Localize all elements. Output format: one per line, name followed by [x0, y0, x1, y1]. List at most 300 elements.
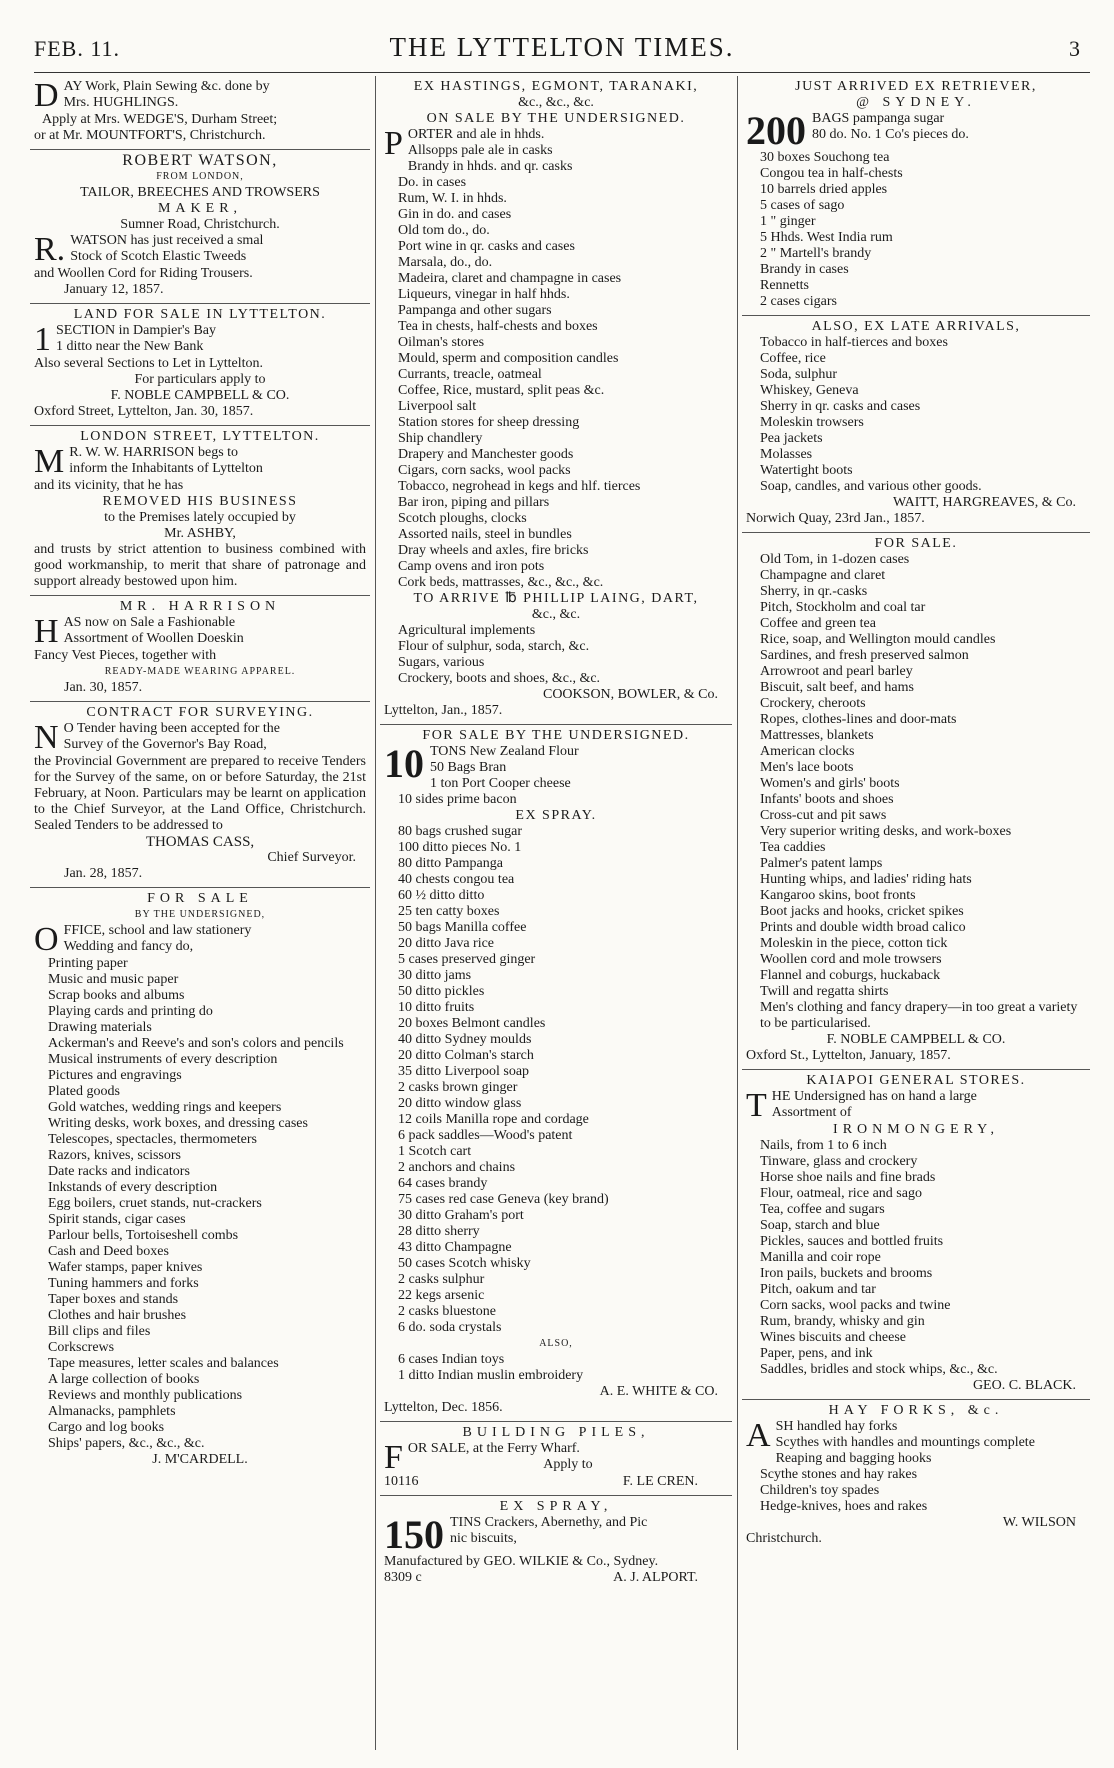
- list-item: Madeira, claret and champagne in cases: [398, 271, 622, 286]
- list-item: Telescopes, spectacles, thermometers: [48, 1132, 257, 1147]
- list-item: Drawing materials: [48, 1020, 152, 1035]
- big-number: 150: [384, 1512, 444, 1557]
- drop-cap: T: [746, 1087, 767, 1124]
- item-list: [384, 776, 728, 808]
- list-item: 12 coils Manilla rope and cordage: [398, 1112, 589, 1127]
- item-list: [746, 552, 1086, 1032]
- ad-date: Lyttelton, Jan., 1857.: [384, 703, 503, 718]
- list-item: Prints and double width broad calico: [760, 920, 966, 935]
- ad-text: Stock of Scotch Elastic Tweeds: [70, 249, 247, 264]
- list-item: Very superior writing desks, and work-boxes: [760, 824, 1012, 839]
- list-item: Old tom do., do.: [398, 223, 490, 238]
- list-item: Paper, pens, and ink: [760, 1346, 873, 1361]
- list-item: Egg boilers, cruet stands, nut-crackers: [48, 1196, 262, 1211]
- list-item: Corn sacks, wool packs and twine: [760, 1298, 951, 1313]
- list-item: Inkstands of every description: [48, 1180, 218, 1195]
- ad-text: MAKER,: [157, 201, 243, 216]
- column-divider: [737, 76, 738, 1750]
- ad-text: TAILOR, BREECHES AND TROWSERS: [80, 185, 320, 200]
- list-item: Pampanga and other sugars: [398, 303, 552, 318]
- list-item: Women's and girls' boots: [760, 776, 900, 791]
- ad-subheading: &c., &c., &c.: [518, 95, 594, 110]
- drop-cap: N: [34, 719, 59, 756]
- list-item: 50 cases Scotch whisky: [398, 1256, 531, 1271]
- column-divider: [375, 76, 376, 1750]
- ad-subheading: TO ARRIVE ℔ PHILLIP LAING, DART,: [413, 591, 699, 606]
- list-item: Printing paper: [48, 956, 128, 971]
- drop-cap: D: [34, 77, 59, 114]
- list-item: 2 casks sulphur: [398, 1272, 485, 1287]
- list-item: Tobacco in half-tierces and boxes: [760, 335, 948, 350]
- list-item: Manilla and coir rope: [760, 1250, 881, 1265]
- list-item: Dray wheels and axles, fire bricks: [398, 543, 589, 558]
- list-item: Scythe stones and hay rakes: [760, 1467, 918, 1482]
- list-item: Arrowroot and pearl barley: [760, 664, 913, 679]
- list-item: Spirit stands, cigar cases: [48, 1212, 186, 1227]
- list-item: Almanacks, pamphlets: [48, 1404, 176, 1419]
- ad-contract-surveying: [30, 702, 370, 888]
- ad-subheading: &c., &c.: [531, 607, 581, 622]
- list-item: Biscuit, salt beef, and hams: [760, 680, 914, 695]
- column-2: [380, 76, 732, 1758]
- list-item: Ships' papers, &c., &c., &c.: [48, 1436, 205, 1451]
- list-item: Port wine in qr. casks and cases: [398, 239, 575, 254]
- list-item: 5 cases preserved ginger: [398, 952, 536, 967]
- ad-signature: WAITT, HARGREAVES, & Co.: [892, 495, 1076, 510]
- ad-text: or at Mr. MOUNTFORT'S, Christchurch.: [34, 128, 266, 143]
- big-number: 200: [746, 108, 806, 153]
- item-list: [384, 1352, 728, 1384]
- list-item: Music and music paper: [48, 972, 179, 987]
- ad-place: Christchurch.: [746, 1531, 822, 1546]
- list-item: 40 chests congou tea: [398, 872, 515, 887]
- list-item: 28 ditto sherry: [398, 1224, 480, 1239]
- list-item: Coffee, rice: [760, 351, 826, 366]
- ad-heading: LONDON STREET, LYTTELTON.: [80, 429, 320, 444]
- ad-text: SH handled hay forks: [775, 1419, 898, 1434]
- list-item: 80 ditto Pampanga: [398, 856, 503, 871]
- list-item: 40 ditto Sydney moulds: [398, 1032, 532, 1047]
- ad-text: nic biscuits,: [450, 1531, 517, 1546]
- list-item: 5 Hhds. West India rum: [760, 230, 893, 245]
- ad-text: ORTER and ale in hhds.: [407, 127, 545, 142]
- list-item: Crockery, boots and shoes, &c., &c.: [398, 671, 601, 686]
- ad-subheading: BY THE UNDERSIGNED,: [134, 909, 266, 920]
- list-item: 43 ditto Champagne: [398, 1240, 512, 1255]
- list-item: Coffee, Rice, mustard, split peas &c.: [398, 383, 605, 398]
- ad-heading: FOR SALE BY THE UNDERSIGNED.: [422, 728, 690, 743]
- ad-text: Survey of the Governor's Bay Road,: [63, 737, 267, 752]
- list-item: Pitch, Stockholm and coal tar: [760, 600, 926, 615]
- ad-heading: ROBERT WATSON,: [122, 152, 278, 169]
- ad-subheading: @ SYDNEY.: [856, 95, 976, 110]
- ad-heading: EX HASTINGS, EGMONT, TARANAKI,: [413, 79, 699, 94]
- list-item: Camp ovens and iron pots: [398, 559, 545, 574]
- list-item: 2 casks bluestone: [398, 1304, 496, 1319]
- column-1: [30, 76, 370, 1758]
- ad-campbell-for-sale: [742, 533, 1090, 1070]
- list-item: 1 Scotch cart: [398, 1144, 472, 1159]
- list-item: 20 ditto window glass: [398, 1096, 522, 1111]
- ad-subheading: IRONMONGERY,: [833, 1122, 999, 1137]
- ad-text: TONS New Zealand Flour: [430, 744, 579, 759]
- list-item: Drapery and Manchester goods: [398, 447, 574, 462]
- ad-subheading: FROM LONDON,: [156, 171, 244, 182]
- ad-signature: J. M'CARDELL.: [152, 1452, 248, 1467]
- ad-subheading: ON SALE BY THE UNDERSIGNED.: [426, 111, 686, 126]
- list-item: Gin in do. and cases: [398, 207, 512, 222]
- list-item: Scrap books and albums: [48, 988, 185, 1003]
- list-item: Marsala, do., do.: [398, 255, 493, 270]
- ad-heading: BUILDING PILES,: [462, 1425, 650, 1440]
- page-number: 3: [1069, 36, 1080, 61]
- list-item: 80 bags crushed sugar: [398, 824, 523, 839]
- list-item: Cork beds, mattrasses, &c., &c., &c.: [398, 575, 604, 590]
- ad-text: WATSON has just received a smal: [70, 233, 264, 248]
- list-item: 10 ditto fruits: [398, 1000, 475, 1015]
- list-item: Reaping and bagging hooks: [775, 1451, 932, 1466]
- list-item: Ship chandlery: [398, 431, 483, 446]
- ad-text: R. W. W. HARRISON begs to: [69, 445, 239, 460]
- ad-body: the Provincial Government are prepared to receive Tenders for the Survey of the same, on or before Saturday, the 21st February, at Noon. Particulars may be learnt on application to the Chief Surveyor, at the Land Office, Christchurch. Sealed Tenders to be addressed to: [34, 754, 366, 833]
- list-item: 75 cases red case Geneva (key brand): [398, 1192, 609, 1207]
- list-item: Ropes, clothes-lines and door-mats: [760, 712, 957, 727]
- ad-text: to the Premises lately occupied by: [104, 510, 296, 525]
- list-item: Champagne and claret: [760, 568, 886, 583]
- ad-ex-spray: [380, 1496, 732, 1591]
- list-item: Cross-cut and pit saws: [760, 808, 887, 823]
- list-item: 1 ditto Indian muslin embroidery: [398, 1368, 584, 1383]
- list-item: 2 casks brown ginger: [398, 1080, 518, 1095]
- list-item: Razors, knives, scissors: [48, 1148, 181, 1163]
- ad-signature: F. NOBLE CAMPBELL & CO.: [110, 388, 290, 403]
- list-item: 20 ditto Colman's starch: [398, 1048, 534, 1063]
- item-list: [746, 1435, 1086, 1515]
- list-item: Tuning hammers and forks: [48, 1276, 199, 1291]
- ad-white-for-sale: [380, 725, 732, 1422]
- list-item: Musical instruments of every description: [48, 1052, 278, 1067]
- list-item: Kangaroo skins, boot fronts: [760, 888, 916, 903]
- item-list: [746, 150, 1086, 310]
- ad-signature: F. LE CREN.: [622, 1474, 698, 1489]
- list-item: Tobacco, negrohead in kegs and hlf. tierces: [398, 479, 641, 494]
- list-item: Cargo and log books: [48, 1420, 165, 1435]
- ad-date: January 12, 1857.: [64, 282, 164, 297]
- list-item: Assorted nails, steel in bundles: [398, 527, 572, 542]
- ad-text: AS now on Sale a Fashionable: [63, 615, 236, 630]
- list-item: 6 do. soda crystals: [398, 1320, 502, 1335]
- ad-signature: GEO. C. BLACK.: [972, 1378, 1076, 1393]
- ad-date: Jan. 28, 1857.: [64, 866, 143, 881]
- ad-mr-harrison: [30, 596, 370, 702]
- list-item: Saddles, bridles and stock whips, &c., &c.: [760, 1362, 998, 1377]
- newspaper-title: THE LYTTELTON TIMES.: [389, 32, 735, 62]
- list-item: Plated goods: [48, 1084, 120, 1099]
- list-item: Ackerman's and Reeve's and son's colors and pencils: [48, 1036, 344, 1051]
- list-item: Nails, from 1 to 6 inch: [760, 1138, 887, 1153]
- ad-text: BAGS pampanga sugar: [812, 111, 945, 126]
- list-item: 30 boxes Souchong tea: [760, 150, 890, 165]
- item-list: [746, 1138, 1086, 1378]
- list-item: Mattresses, blankets: [760, 728, 874, 743]
- list-item: 50 bags Manilla coffee: [398, 920, 527, 935]
- ad-robert-watson: [30, 150, 370, 304]
- list-item: Cigars, corn sacks, wool packs: [398, 463, 571, 478]
- list-item: Oilman's stores: [398, 335, 485, 350]
- list-item: Men's lace boots: [760, 760, 854, 775]
- ad-text: inform the Inhabitants of Lyttelton: [69, 461, 263, 476]
- ad-text: REMOVED HIS BUSINESS: [102, 494, 298, 509]
- list-item: Station stores for sheep dressing: [398, 415, 580, 430]
- list-item: 2 " Martell's brandy: [760, 246, 872, 261]
- ad-heading: MR. HARRISON: [119, 599, 281, 614]
- list-item: Tea caddies: [760, 840, 826, 855]
- ad-signature: A. E. WHITE & CO.: [599, 1384, 718, 1399]
- ad-text: FFICE, school and law stationery: [63, 923, 252, 938]
- list-item: 20 boxes Belmont candles: [398, 1016, 546, 1031]
- list-item: Tea in chests, half-chests and boxes: [398, 319, 598, 334]
- list-item: Children's toy spades: [760, 1483, 880, 1498]
- ad-heading: EX SPRAY,: [499, 1499, 613, 1514]
- ad-text: Mr. ASHBY,: [164, 526, 236, 541]
- list-item: Pitch, oakum and tar: [760, 1282, 876, 1297]
- drop-cap: H: [34, 613, 59, 650]
- list-item: Taper boxes and stands: [48, 1292, 179, 1307]
- list-item: 35 ditto Liverpool soap: [398, 1064, 530, 1079]
- ad-text: 1 ditto near the New Bank: [56, 339, 204, 354]
- list-item: Flannel and coburgs, huckaback: [760, 968, 941, 983]
- list-item: Flour, oatmeal, rice and sago: [760, 1186, 922, 1201]
- list-item: Tape measures, letter scales and balances: [48, 1356, 279, 1371]
- drop-cap: P: [384, 125, 403, 162]
- item-list: [34, 956, 366, 1452]
- ad-text: and Woollen Cord for Riding Trousers.: [34, 266, 253, 281]
- ad-reference: 8309 c: [384, 1570, 422, 1585]
- list-item: 50 ditto pickles: [398, 984, 485, 999]
- ad-ex-hastings: [380, 76, 732, 725]
- list-item: 20 ditto Java rice: [398, 936, 495, 951]
- list-item: 2 anchors and chains: [398, 1160, 516, 1175]
- list-item: Brandy in cases: [760, 262, 849, 277]
- ad-mccardell-for-sale: [30, 888, 370, 1473]
- list-item: 30 ditto Graham's port: [398, 1208, 524, 1223]
- ad-text: O Tender having been accepted for the: [63, 721, 281, 736]
- list-item: Currants, treacle, oatmeal: [398, 367, 542, 382]
- list-item: Writing desks, work boxes, and dressing cases: [48, 1116, 308, 1131]
- list-item: Mould, sperm and composition candles: [398, 351, 619, 366]
- ad-london-street: [30, 426, 370, 596]
- drop-cap: O: [34, 921, 59, 958]
- list-item: Coffee and green tea: [760, 616, 876, 631]
- list-item: Scythes with handles and mountings complete: [775, 1435, 1035, 1450]
- ad-date: Jan. 30, 1857.: [64, 680, 143, 695]
- ad-text: Apply at Mrs. WEDGE'S, Durham Street;: [42, 112, 278, 127]
- big-number: 10: [384, 741, 424, 786]
- list-item: Pictures and engravings: [48, 1068, 182, 1083]
- list-item: Molasses: [760, 447, 813, 462]
- list-item: Whiskey, Geneva: [760, 383, 859, 398]
- list-item: Hedge-knives, hoes and rakes: [760, 1499, 928, 1514]
- list-item: Reviews and monthly publications: [48, 1388, 243, 1403]
- ad-body: and trusts by strict attention to business combined with good workmanship, to merit that share of patronage and support already bestowed upon him.: [34, 542, 366, 589]
- list-item: Horse shoe nails and fine brads: [760, 1170, 936, 1185]
- ad-text: 50 Bags Bran: [430, 760, 507, 775]
- ad-late-arrivals: [742, 316, 1090, 533]
- list-item: 10 sides prime bacon: [398, 792, 517, 807]
- list-item: Agricultural implements: [398, 623, 536, 638]
- list-item: Rennetts: [760, 278, 809, 293]
- list-item: Scotch ploughs, clocks: [398, 511, 527, 526]
- list-item: Boot jacks and hooks, cricket spikes: [760, 904, 964, 919]
- list-item: 25 ten catty boxes: [398, 904, 500, 919]
- ad-text: SECTION in Dampier's Bay: [56, 323, 217, 338]
- list-item: 6 cases Indian toys: [398, 1352, 505, 1367]
- ad-signature: F. NOBLE CAMPBELL & CO.: [826, 1032, 1006, 1047]
- ad-heading: JUST ARRIVED EX RETRIEVER,: [795, 79, 1037, 94]
- ad-text: For particulars apply to: [134, 372, 266, 387]
- ad-heading: FOR SALE.: [874, 536, 958, 551]
- list-item: Palmer's patent lamps: [760, 856, 883, 871]
- drop-cap: F: [384, 1439, 403, 1476]
- ad-date: Oxford Street, Lyttelton, Jan. 30, 1857.: [34, 404, 254, 419]
- ad-text: 80 do. No. 1 Co's pieces do.: [812, 127, 969, 142]
- list-item: Liqueurs, vinegar in half hhds.: [398, 287, 570, 302]
- ad-date: Lyttelton, Dec. 1856.: [384, 1400, 503, 1415]
- list-item: Tinware, glass and crockery: [760, 1154, 918, 1169]
- ad-subheading: EX SPRAY.: [515, 808, 597, 823]
- list-item: Clothes and hair brushes: [48, 1308, 187, 1323]
- list-item: Allsopps pale ale in casks: [407, 143, 553, 158]
- list-item: Bill clips and files: [48, 1324, 151, 1339]
- list-item: Corkscrews: [48, 1340, 115, 1355]
- ad-text: HE Undersigned has on hand a large: [771, 1089, 977, 1104]
- ad-kaiapoi-stores: [742, 1070, 1090, 1400]
- list-item: Rice, soap, and Wellington mould candles: [760, 632, 996, 647]
- list-item: Soda, sulphur: [760, 367, 837, 382]
- list-item: 1 " ginger: [760, 214, 816, 229]
- masthead: [34, 30, 1090, 70]
- list-item: Do. in cases: [398, 175, 467, 190]
- ad-signature: COOKSON, BOWLER, & Co.: [542, 687, 718, 702]
- ad-heading: KAIAPOI GENERAL STORES.: [806, 1073, 1026, 1088]
- list-item: Twill and regatta shirts: [760, 984, 889, 999]
- list-item: Date racks and indicators: [48, 1164, 190, 1179]
- list-item: American clocks: [760, 744, 855, 759]
- ad-subheading: ALSO,: [539, 1338, 573, 1349]
- list-item: Infants' boots and shoes: [760, 792, 894, 807]
- ad-text: AY Work, Plain Sewing &c. done by: [63, 79, 270, 94]
- ad-hay-forks: [742, 1400, 1090, 1552]
- list-item: Parlour bells, Tortoiseshell combs: [48, 1228, 239, 1243]
- list-item: Rum, brandy, whisky and gin: [760, 1314, 925, 1329]
- list-item: Bar iron, piping and pillars: [398, 495, 550, 510]
- list-item: Hunting whips, and ladies' riding hats: [760, 872, 972, 887]
- ad-text: Wedding and fancy do,: [63, 939, 194, 954]
- list-item: Cash and Deed boxes: [48, 1244, 169, 1259]
- item-list: [746, 335, 1086, 495]
- ad-date: Oxford St., Lyttelton, January, 1857.: [746, 1048, 951, 1063]
- list-item: 60 ½ ditto ditto: [398, 888, 485, 903]
- list-item: Liverpool salt: [398, 399, 477, 414]
- ad-date: Norwich Quay, 23rd Jan., 1857.: [746, 511, 925, 526]
- ad-text: Fancy Vest Pieces, together with: [34, 648, 217, 663]
- ad-text: and its vicinity, that he has: [34, 478, 184, 493]
- list-item: Rum, W. I. in hhds.: [398, 191, 507, 206]
- ad-day-work: [30, 76, 370, 150]
- item-list: [384, 824, 728, 1336]
- ad-text: Manufactured by GEO. WILKIE & Co., Sydney.: [384, 1554, 659, 1569]
- list-item: Sherry, in qr.-casks: [760, 584, 868, 599]
- list-item: A large collection of books: [48, 1372, 200, 1387]
- list-item: Congou tea in half-chests: [760, 166, 903, 181]
- list-item: 10 barrels dried apples: [760, 182, 888, 197]
- drop-cap: M: [34, 443, 65, 480]
- list-item: Iron pails, buckets and brooms: [760, 1266, 933, 1281]
- list-item: Sugars, various: [398, 655, 485, 670]
- list-item: Woollen cord and mole trowsers: [760, 952, 942, 967]
- list-item: Flour of sulphur, soda, starch, &c.: [398, 639, 590, 654]
- list-item: Old Tom, in 1-dozen cases: [760, 552, 910, 567]
- list-item: 100 ditto pieces No. 1: [398, 840, 522, 855]
- ad-text: Mrs. HUGHLINGS.: [63, 95, 179, 110]
- ad-building-piles: [380, 1422, 732, 1496]
- ad-heading: ALSO, EX LATE ARRIVALS,: [811, 319, 1021, 334]
- ad-reference: 10116: [384, 1474, 419, 1489]
- ad-signature-title: Chief Surveyor.: [267, 850, 356, 865]
- list-item: Soap, starch and blue: [760, 1218, 880, 1233]
- ad-heading: FOR SALE: [147, 891, 253, 906]
- list-item: 2 cases cigars: [760, 294, 837, 309]
- ad-heading: CONTRACT FOR SURVEYING.: [86, 705, 314, 720]
- ad-signature: W. WILSON: [1002, 1515, 1076, 1530]
- list-item: 64 cases brandy: [398, 1176, 488, 1191]
- ad-text: READY-MADE WEARING APPAREL.: [104, 666, 296, 677]
- ad-text: Apply to: [543, 1457, 593, 1472]
- item-list: [384, 143, 728, 591]
- list-item: Soap, candles, and various other goods.: [760, 479, 982, 494]
- ad-text: Assortment of Woollen Doeskin: [63, 631, 244, 646]
- list-item: 30 ditto jams: [398, 968, 472, 983]
- list-item: Moleskin trowsers: [760, 415, 864, 430]
- list-item: Sardines, and fresh preserved salmon: [760, 648, 969, 663]
- issue-date: FEB. 11.: [34, 36, 121, 61]
- list-item: Tea, coffee and sugars: [760, 1202, 885, 1217]
- list-item: 5 cases of sago: [760, 198, 845, 213]
- masthead-rule: [34, 72, 1090, 73]
- list-item: Pea jackets: [760, 431, 823, 446]
- ad-heading: LAND FOR SALE IN LYTTELTON.: [73, 307, 327, 322]
- drop-cap: R.: [34, 231, 66, 268]
- drop-cap: A: [746, 1417, 771, 1454]
- list-item: Wines biscuits and cheese: [760, 1330, 907, 1345]
- ad-retriever: [742, 76, 1090, 316]
- list-item: Brandy in hhds. and qr. casks: [407, 159, 573, 174]
- ad-text: Assortment of: [771, 1105, 852, 1120]
- item-list: [384, 623, 728, 687]
- list-item: Crockery, cheroots: [760, 696, 866, 711]
- list-item: Men's clothing and fancy drapery—in too great a variety to be particularised.: [760, 1000, 1078, 1031]
- ad-text: Sumner Road, Christchurch.: [120, 217, 280, 232]
- column-3: [742, 76, 1090, 1758]
- ad-heading: HAY FORKS, &c.: [828, 1403, 1004, 1418]
- list-item: Sherry in qr. casks and cases: [760, 399, 921, 414]
- list-item: 6 pack saddles—Wood's patent: [398, 1128, 573, 1143]
- list-item: Gold watches, wedding rings and keepers: [48, 1100, 282, 1115]
- ad-text: Also several Sections to Let in Lyttelton.: [34, 356, 264, 371]
- ad-signature: A. J. ALPORT.: [613, 1570, 698, 1585]
- list-item: 1 ton Port Cooper cheese: [430, 776, 571, 791]
- ad-land-for-sale: [30, 304, 370, 426]
